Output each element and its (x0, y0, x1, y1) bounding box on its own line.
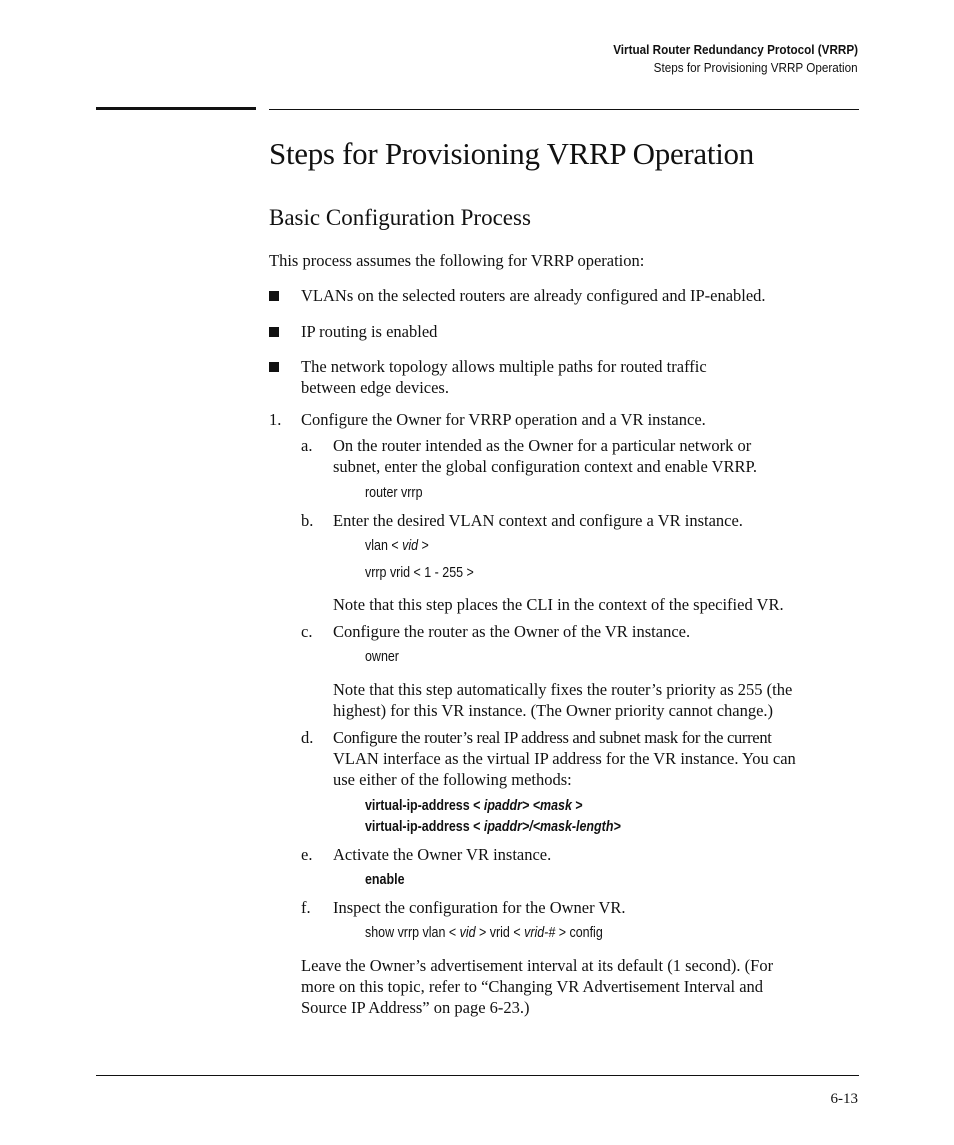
bullet-square-icon (269, 362, 279, 372)
page-number: 6-13 (830, 1091, 858, 1107)
cli-command: router vrrp (365, 485, 423, 501)
cli-command: virtual-ip-address < ipaddr>/<mask-length> (365, 819, 621, 835)
substep-c-note: Note that this step automatically fixes the router’s priority as 255 (the (333, 680, 793, 699)
substep-d-line: use either of the following methods: (333, 770, 572, 789)
bullet-item: IP routing is enabled (301, 322, 438, 341)
substep-b-text: Enter the desired VLAN context and configure a VR instance. (333, 511, 743, 530)
running-header-chapter: Virtual Router Redundancy Protocol (VRRP) (613, 42, 858, 57)
cli-command: vlan < vid > (365, 538, 429, 554)
bullet-square-icon (269, 291, 279, 301)
substep-d-line: Configure the router’s real IP address and subnet mask for the current (333, 728, 772, 747)
substep-a-line: On the router intended as the Owner for a particular network or (333, 436, 752, 455)
cli-command: vrrp vrid < 1 - 255 > (365, 565, 474, 581)
footer-rule (96, 1075, 859, 1076)
substep-a-line: subnet, enter the global configuration context and enable VRRP. (333, 457, 758, 476)
step-number: 1. (269, 410, 282, 429)
cli-command: virtual-ip-address < ipaddr> <mask > (365, 798, 583, 814)
cli-command: owner (365, 649, 399, 665)
substep-f-text: Inspect the configuration for the Owner VR. (333, 898, 626, 917)
cli-command: enable (365, 872, 405, 888)
substep-e-text: Activate the Owner VR instance. (333, 845, 552, 864)
substep-b-note: Note that this step places the CLI in the context of the specified VR. (333, 595, 784, 614)
substep-c-note: highest) for this VR instance. (The Owner priority cannot change.) (333, 701, 774, 720)
substep-label: b. (301, 511, 314, 530)
bullet-item: VLANs on the selected routers are already configured and IP-enabled. (301, 286, 766, 305)
substep-c-text: Configure the router as the Owner of the VR instance. (333, 622, 691, 641)
intro-paragraph: This process assumes the following for VRRP operation: (269, 251, 645, 270)
substep-label: c. (301, 622, 313, 641)
bullet-item: The network topology allows multiple paths for routed traffic (301, 357, 707, 376)
header-rule-thick (96, 107, 256, 110)
bullet-item-continued: between edge devices. (301, 378, 449, 397)
substep-label: d. (301, 728, 314, 747)
substep-label: f. (301, 898, 311, 917)
section-heading: Basic Configuration Process (269, 205, 531, 230)
substep-label: e. (301, 845, 313, 864)
page-title: Steps for Provisioning VRRP Operation (269, 136, 754, 171)
running-header-section: Steps for Provisioning VRRP Operation (654, 60, 858, 75)
bullet-square-icon (269, 327, 279, 337)
step-text: Configure the Owner for VRRP operation and a VR instance. (301, 410, 706, 429)
closing-paragraph-line: Leave the Owner’s advertisement interval at its default (1 second). (For (301, 956, 774, 975)
closing-paragraph-line: more on this topic, refer to “Changing VR Advertisement Interval and (301, 977, 764, 996)
closing-paragraph-line: Source IP Address” on page 6-23.) (301, 998, 530, 1017)
cli-command: show vrrp vlan < vid > vrid < vrid-# > config (365, 925, 603, 941)
header-rule-thin (269, 109, 859, 110)
substep-label: a. (301, 436, 313, 455)
substep-d-line: VLAN interface as the virtual IP address for the VR instance. You can (333, 749, 796, 768)
